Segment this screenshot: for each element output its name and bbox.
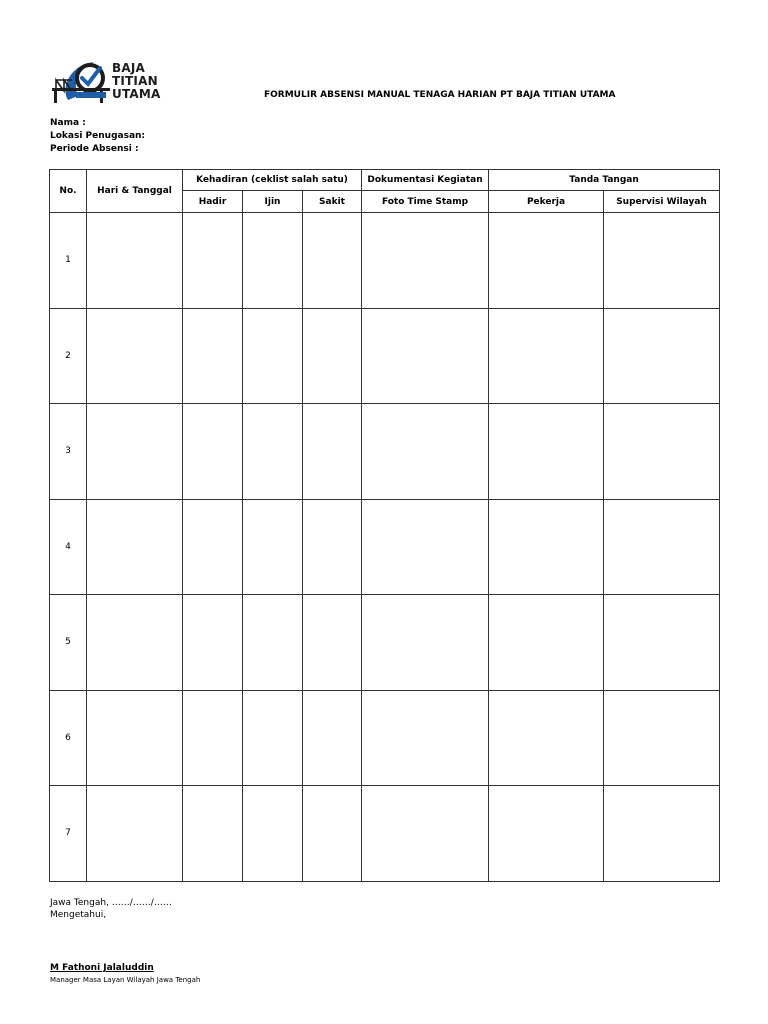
cell-hadir[interactable] [183,786,243,882]
table-row [50,499,720,595]
cell-foto-time-stamp[interactable] [362,308,489,404]
nama-label: Nama : [50,118,86,128]
footer-block [50,897,172,921]
logo-line-3: UTAMA [112,87,161,101]
signer-name: M Fathoni Jalaluddin [50,963,154,973]
mengetahui-label: Mengetahui, [50,910,107,920]
cell-supervisi-wilayah[interactable] [604,213,720,309]
cell-sakit[interactable] [303,690,362,786]
cell-pekerja[interactable] [489,595,604,691]
cell-sakit[interactable] [303,404,362,500]
signer-title: Manager Masa Layan Wilayah Jawa Tengah [50,976,201,984]
cell-ijin[interactable] [243,404,303,500]
header-tanda-tangan: Tanda Tangan [489,170,720,191]
cell-supervisi-wilayah[interactable] [604,499,720,595]
cell-supervisi-wilayah[interactable] [604,308,720,404]
form-meta [50,117,145,156]
header-kehadiran: Kehadiran (ceklist salah satu) [183,170,362,191]
attendance-table [49,169,720,882]
cell-pekerja[interactable] [489,404,604,500]
cell-pekerja[interactable] [489,786,604,882]
cell-ijin[interactable] [243,595,303,691]
cell-no: 5 [50,595,87,691]
cell-hari-tanggal[interactable] [87,595,183,691]
header-foto-time-stamp: Foto Time Stamp [362,191,489,213]
logo-line-1: BAJA [112,61,145,75]
cell-hari-tanggal[interactable] [87,690,183,786]
header-supervisi-wilayah: Supervisi Wilayah [604,191,720,213]
header-ijin: Ijin [243,191,303,213]
document-title: FORMULIR ABSENSI MANUAL TENAGA HARIAN PT BAJA TITIAN UTAMA [264,90,616,100]
cell-hari-tanggal[interactable] [87,308,183,404]
cell-pekerja[interactable] [489,308,604,404]
header-sakit: Sakit [303,191,362,213]
cell-ijin[interactable] [243,308,303,404]
cell-sakit[interactable] [303,786,362,882]
cell-pekerja[interactable] [489,213,604,309]
cell-hari-tanggal[interactable] [87,404,183,500]
cell-ijin[interactable] [243,690,303,786]
cell-supervisi-wilayah[interactable] [604,690,720,786]
cell-pekerja[interactable] [489,499,604,595]
cell-sakit[interactable] [303,308,362,404]
header-hari-tanggal: Hari & Tanggal [87,170,183,213]
table-row [50,404,720,500]
cell-hadir[interactable] [183,499,243,595]
header-pekerja: Pekerja [489,191,604,213]
bridge-check-logo-icon [50,56,112,108]
company-logo [50,56,170,108]
table-row [50,595,720,691]
logo-line-2: TITIAN [112,74,158,88]
cell-supervisi-wilayah[interactable] [604,595,720,691]
cell-hadir[interactable] [183,308,243,404]
header-dokumentasi: Dokumentasi Kegiatan [362,170,489,191]
header-hadir: Hadir [183,191,243,213]
lokasi-label: Lokasi Penugasan: [50,131,146,141]
cell-sakit[interactable] [303,213,362,309]
cell-supervisi-wilayah[interactable] [604,786,720,882]
cell-hari-tanggal[interactable] [87,213,183,309]
cell-foto-time-stamp[interactable] [362,213,489,309]
cell-no: 7 [50,786,87,882]
cell-ijin[interactable] [243,499,303,595]
periode-label: Periode Absensi : [50,144,139,154]
cell-hadir[interactable] [183,690,243,786]
cell-sakit[interactable] [303,595,362,691]
cell-no: 6 [50,690,87,786]
cell-foto-time-stamp[interactable] [362,404,489,500]
table-row [50,690,720,786]
cell-supervisi-wilayah[interactable] [604,404,720,500]
cell-hari-tanggal[interactable] [87,499,183,595]
cell-foto-time-stamp[interactable] [362,690,489,786]
cell-foto-time-stamp[interactable] [362,786,489,882]
cell-sakit[interactable] [303,499,362,595]
cell-hari-tanggal[interactable] [87,786,183,882]
cell-ijin[interactable] [243,213,303,309]
cell-hadir[interactable] [183,213,243,309]
cell-pekerja[interactable] [489,690,604,786]
logo-wordmark [112,62,161,101]
cell-foto-time-stamp[interactable] [362,595,489,691]
cell-no: 2 [50,308,87,404]
cell-hadir[interactable] [183,404,243,500]
cell-foto-time-stamp[interactable] [362,499,489,595]
table-row [50,786,720,882]
place-date: Jawa Tengah, ……/……/…… [50,898,172,908]
header-no: No. [50,170,87,213]
cell-no: 3 [50,404,87,500]
table-row [50,308,720,404]
table-row [50,213,720,309]
cell-no: 4 [50,499,87,595]
cell-ijin[interactable] [243,786,303,882]
cell-hadir[interactable] [183,595,243,691]
cell-no: 1 [50,213,87,309]
